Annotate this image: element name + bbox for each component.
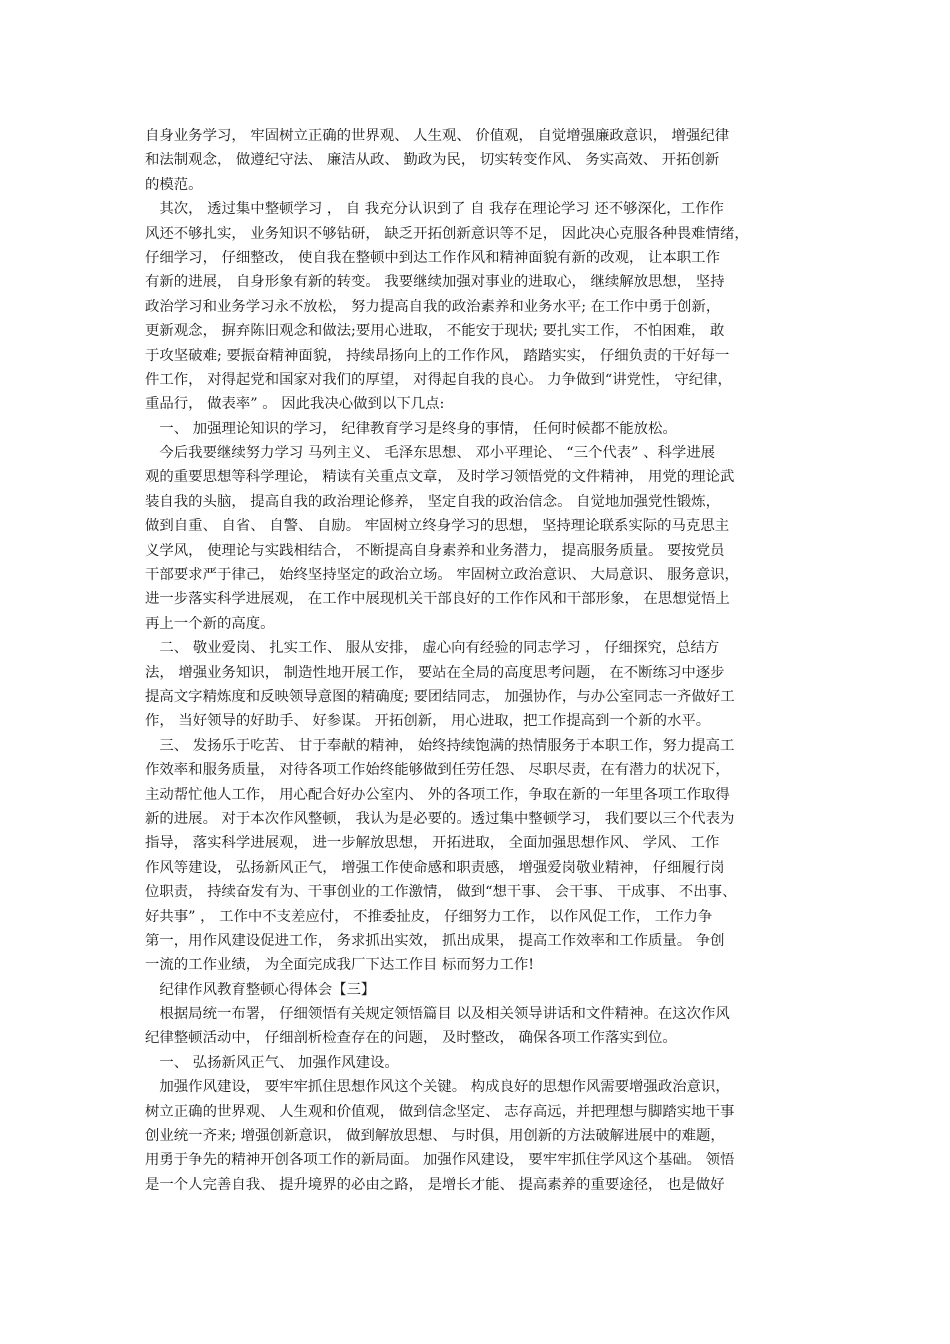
text-line: 风还不够扎实， 业务知识不够钻研， 缺乏开拓创新意识等不足， 因此决心克服各种畏难情绪， bbox=[145, 225, 749, 242]
article-title: 纪律作风教育整顿心得体会【三】 bbox=[145, 981, 376, 998]
text-line: 根据局统一布署， 仔细领悟有关规定领悟篇目 以及相关领导讲话和文件精神。在这次作风 bbox=[145, 1006, 730, 1023]
text-line: 好共事” ， 工作中不支差应付， 不推委扯皮， 仔细努力工作， 以作风促工作， 工作力争 bbox=[145, 908, 713, 925]
section-heading: 二、 敬业爱岗、 扎实工作、 服从安排， 虚心向有经验的同志学习 ， 仔细探究，总结方 bbox=[145, 640, 720, 657]
text-line: 仔细学习， 仔细整改， 使自我在整顿中到达工作作风和精神面貌有新的改观， 让本职工作 bbox=[145, 249, 720, 266]
text-line: 指导， 落实科学进展观， 进一步解放思想， 开拓进取， 全面加强思想作风、 学风、 工作 bbox=[145, 835, 720, 852]
text-line: 重品行， 做表率” 。 因此我决心做到以下几点: bbox=[145, 396, 445, 413]
text-line: 其次， 透过集中整顿学习 ， 自 我充分认识到了 自 我存在理论学习 还不够深化，工作作 bbox=[145, 201, 724, 218]
section-heading: 一、 弘扬新风正气、 加强作风建设。 bbox=[145, 1054, 399, 1071]
text-line: 和法制观念， 做遵纪守法、 廉洁从政、 勤政为民， 切实转变作风、 务实高效、 开拓创新 bbox=[145, 152, 720, 169]
text-line: 主动帮忙他人工作， 用心配合好办公室内、 外的各项工作，争取在新的一年里各项工作取得 bbox=[145, 786, 730, 803]
text-line: 政治学习和业务学习永不放松， 努力提高自我的政治素养和业务水平; 在工作中勇于创新， bbox=[145, 298, 721, 315]
text-line: 加强作风建设， 要牢牢抓住思想作风这个关键。 构成良好的思想作风需要增强政治意识， bbox=[145, 1079, 730, 1096]
text-line: 做到自重、 自省、 自警、 自励。 牢固树立终身学习的思想， 坚持理论联系实际的马克思主 bbox=[145, 518, 730, 535]
text-line: 自身业务学习， 牢固树立正确的世界观、 人生观、 价值观， 自觉增强廉政意识， 增强纪律 bbox=[145, 128, 730, 144]
section-heading: 一、 加强理论知识的学习， 纪律教育学习是终身的事情， 任何时候都不能放松。 bbox=[145, 420, 677, 437]
text-line: 装自我的头脑， 提高自我的政治理论修养， 坚定自我的政治信念。 自觉地加强党性锻炼， bbox=[145, 493, 720, 510]
text-line: 作效率和服务质量， 对待各项工作始终能够做到任劳任怨、 尽职尽责，在有潜力的状况下， bbox=[145, 762, 730, 779]
text-line: 义学风， 使理论与实践相结合， 不断提高自身素养和业务潜力， 提高服务质量。 要按党员 bbox=[145, 542, 725, 559]
text-line: 创业统一齐来; 增强创新意识， 做到解放思想、 与时俱，用创新的方法破解进展中的难题， bbox=[145, 1128, 725, 1145]
text-line: 观的重要思想等科学理论， 精读有关重点文章， 及时学习领悟党的文件精神， 用党的理论武 bbox=[145, 469, 735, 486]
text-line: 提高文字精炼度和反映领导意图的精确度; 要团结同志， 加强协作，与办公室同志一齐做好工 bbox=[145, 688, 735, 705]
text-line: 作风等建设， 弘扬新风正气， 增强工作使命感和职责感， 增强爱岗敬业精神， 仔细履行岗 bbox=[145, 859, 725, 876]
text-line: 更新观念， 摒弃陈旧观念和做法;要用心进取， 不能安于现状; 要扎实工作， 不怕困难， 敢 bbox=[145, 323, 725, 340]
text-line: 纪律整顿活动中， 仔细剖析检查存在的问题， 及时整改， 确保各项工作落实到位。 bbox=[145, 1030, 677, 1047]
text-line: 的模范。 bbox=[145, 176, 203, 193]
text-line: 于攻坚破难; 要振奋精神面貌， 持续昂扬向上的工作作风， 踏踏实实， 仔细负责的干好每一 bbox=[145, 347, 730, 364]
text-line: 用勇于争先的精神开创各项工作的新局面。 加强作风建设， 要牢牢抓住学风这个基础。 领悟 bbox=[145, 1152, 735, 1169]
text-line: 进一步落实科学进展观， 在工作中展现机关干部良好的工作作风和干部形象， 在思想觉悟上 bbox=[145, 591, 730, 608]
text-line: 树立正确的世界观、 人生观和价值观， 做到信念坚定、 志存高远，并把理想与脚踏实地干事 bbox=[145, 1103, 735, 1120]
text-line: 法， 增强业务知识， 制造性地开展工作， 要站在全局的高度思考问题， 在不断练习中逐步 bbox=[145, 664, 725, 681]
document-body bbox=[145, 124, 821, 1197]
text-line: 有新的进展， 自身形象有新的转变。 我要继续加强对事业的进取心， 继续解放思想， 坚持 bbox=[145, 274, 725, 291]
text-line: 再上一个新的高度。 bbox=[145, 615, 275, 632]
text-line: 第一，用作风建设促进工作， 务求抓出实效， 抓出成果， 提高工作效率和工作质量。 争创 bbox=[145, 932, 725, 949]
text-line: 今后我要继续努力学习 马列主义、 毛泽东思想、 邓小平理论、 “三个代表” 、科学进展 bbox=[145, 445, 716, 462]
text-line: 新的进展。 对于本次作风整顿， 我认为是必要的。透过集中整顿学习， 我们要以三个代表为 bbox=[145, 810, 735, 827]
text-line: 件工作， 对得起党和国家对我们的厚望， 对得起自我的良心。 力争做到“讲党性， 守纪律， bbox=[145, 371, 732, 388]
section-heading: 三、 发扬乐于吃苦、 甘于奉献的精神， 始终持续饱满的热情服务于本职工作，努力提高工 bbox=[145, 737, 735, 754]
text-line: 干部要求严于律己， 始终坚持坚定的政治立场。 牢固树立政治意识、 大局意识、 服务意识， bbox=[145, 567, 739, 584]
text-line: 是一个人完善自我、 提升境界的必由之路， 是增长才能、 提高素养的重要途径， 也是做好 bbox=[145, 1176, 725, 1193]
text-line: 作， 当好领导的好助手、 好参谋。 开拓创新， 用心进取，把工作提高到一个新的水平。 bbox=[145, 713, 711, 730]
text-line: 一流的工作业绩， 为全面完成我厂下达工作目 标而努力工作! bbox=[145, 957, 535, 974]
text-line: 位职责， 持续奋发有为、干事创业的工作激情， 做到“想干事、 会干事、 干成事、 不出事、 bbox=[145, 884, 737, 901]
